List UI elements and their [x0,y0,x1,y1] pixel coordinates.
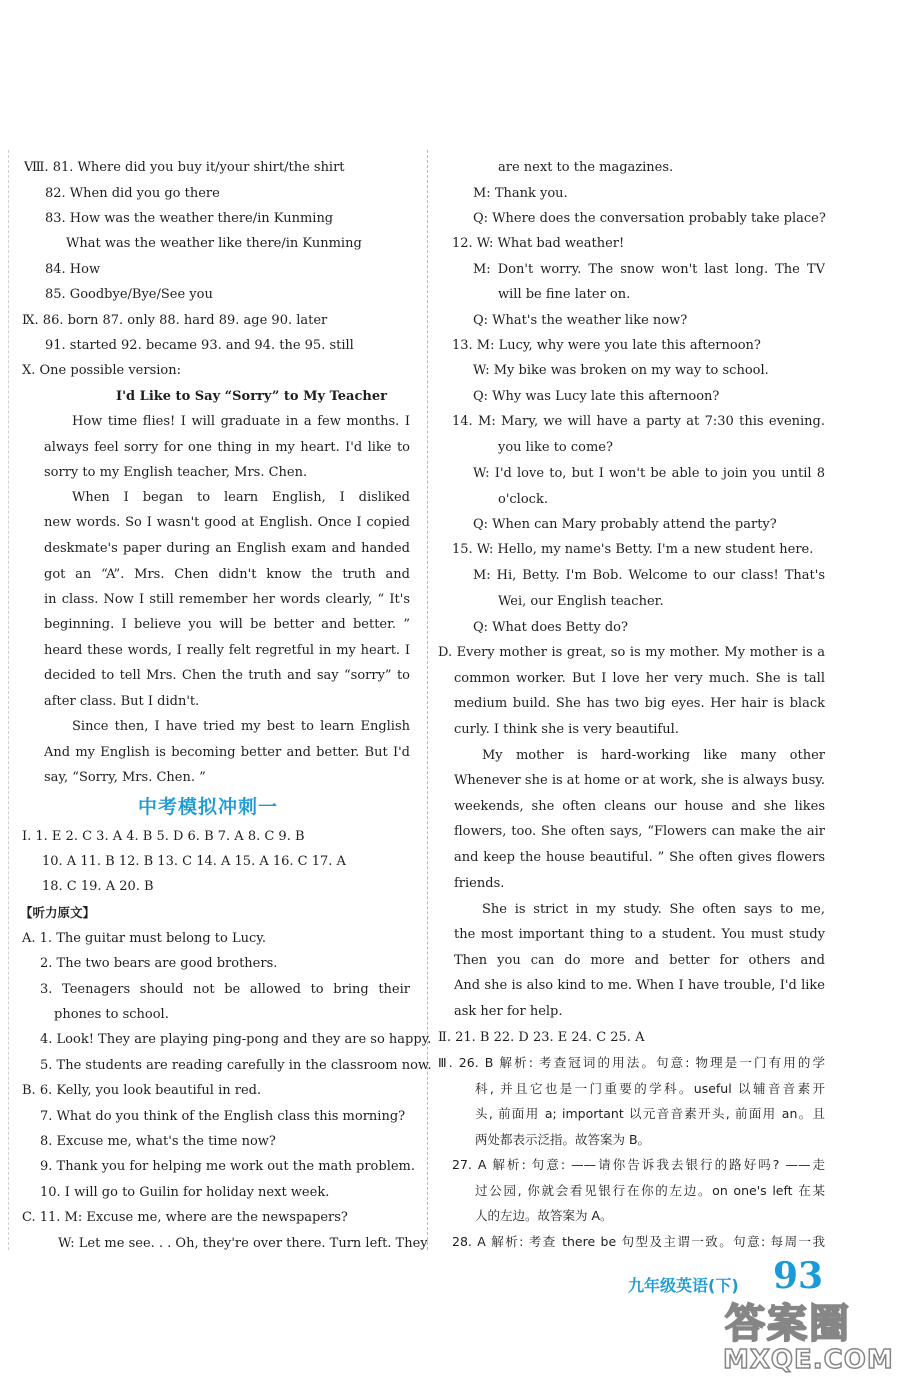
left-text-line: got an “A”. Mrs. Chen didn't know the truth and [44,567,410,582]
right-column [430,0,900,1270]
right-text-line: 科, 并且它也是一门重要的学科。useful 以辅音音素开 [475,1081,825,1096]
left-text-line: 8. Excuse me, what's the time now? [40,1134,276,1149]
left-text-line: A. 1. The guitar must belong to Lucy. [22,931,267,946]
right-text-line: Wei, our English teacher. [498,594,664,609]
right-text-line: ask her for help. [454,1004,563,1019]
left-text-line: beginning. I believe you will be better and better. ” [44,617,410,632]
right-text-line: My mother is hard-working like many other [482,748,825,763]
right-text-line: Q: When can Mary probably attend the party? [473,517,777,532]
right-text-line: common worker. But I love her very much. She is tall [454,671,825,686]
right-text-line: will be fine later on. [498,287,631,302]
left-text-line: say, “Sorry, Mrs. Chen. ” [44,770,206,785]
page-number: 93 [773,1255,824,1297]
left-text-line: Ⅷ. 81. Where did you buy it/your shirt/the shirt [24,160,345,175]
right-text-line: Ⅱ. 21. B 22. D 23. E 24. C 25. A [438,1030,645,1045]
right-text-line: o'clock. [498,492,548,507]
right-text-line: Q: Where does the conversation probably take place? [473,211,826,226]
grade-label: 九年级英语(下) [628,1276,739,1295]
right-text-line: flowers, too. She often says, “Flowers can make the air [454,824,825,839]
right-text-line: are next to the magazines. [498,160,674,175]
left-text-line: 84. How [45,262,101,277]
left-text-line: 中考模拟冲刺一 [138,796,279,818]
left-text-line: 3. Teenagers should not be allowed to bring their [40,982,410,997]
left-text-line: new words. So I wasn't good at English. Once I copied [44,515,410,530]
right-text-line: 过公园, 你就会看见银行在你的左边。on one's left 在某 [475,1183,825,1198]
right-text-line: weekends, she often cleans our house and she likes [454,799,825,814]
left-text-line: W: Let me see. . . Oh, they're over there. Turn left. They [58,1236,428,1251]
right-text-line: 14. M: Mary, we will have a party at 7:30 this evening. [452,414,825,429]
right-text-line: curly. I think she is very beautiful. [454,722,679,737]
left-text-line: 10. A 11. B 12. B 13. C 14. A 15. A 16. C 17. A [42,854,346,869]
right-text-line: you like to come? [498,440,613,455]
left-text-line: phones to school. [54,1007,169,1022]
left-column [0,0,430,1270]
right-text-line: Q: What does Betty do? [473,620,628,635]
right-text-line: 13. M: Lucy, why were you late this afternoon? [452,338,761,353]
right-text-line: Q: What's the weather like now? [473,313,688,328]
left-text-line: What was the weather like there/in Kunming [66,236,362,251]
right-text-line: 12. W: What bad weather! [452,236,625,251]
right-text-line: 27. A 解析: 句意: ——请你告诉我去银行的路好吗? ——走 [452,1157,825,1172]
left-text-line: decided to tell Mrs. Chen the truth and say “sorry” to [44,668,410,683]
left-text-line: B. 6. Kelly, you look beautiful in red. [22,1083,262,1098]
left-text-line: 91. started 92. became 93. and 94. the 95. still [45,338,354,353]
left-text-line: C. 11. M: Excuse me, where are the newspapers? [22,1210,348,1225]
right-text-line: the most important thing to a student. You must study [454,927,825,942]
left-text-line: And my English is becoming better and better. But I'd [44,745,410,760]
left-text-line: Since then, I have tried my best to learn English [72,719,410,734]
left-text-line: 2. The two bears are good brothers. [40,956,278,971]
left-text-line: in class. Now I still remember her words clearly, “ It's [44,592,410,607]
left-text-line: 9. Thank you for helping me work out the math problem. [40,1159,416,1174]
watermark-logo [715,1290,895,1385]
left-text-line: sorry to my English teacher, Mrs. Chen. [44,465,308,480]
left-text-line: 4. Look! They are playing ping-pong and they are so happy. [40,1032,432,1047]
right-text-line: M: Don't worry. The snow won't last long. The TV [473,262,825,277]
left-text-line: after class. But I didn't. [44,694,200,709]
left-text-line: 【听力原文】 [20,905,96,920]
watermark-text: 答案圈 [725,1301,851,1347]
right-text-line: M: Thank you. [473,186,568,201]
left-text-line: I'd Like to Say “Sorry” to My Teacher [116,389,387,404]
right-text-line: 头, 前面用 a; important 以元音音素开头, 前面用 an。且 [475,1106,825,1121]
left-text-line: Ⅹ. One possible version: [22,363,181,378]
right-text-line: And she is also kind to me. When I have trouble, I'd like [454,978,825,993]
right-text-line: 28. A 解析: 考查 there be 句型及主谓一致。句意: 每周一我 [452,1234,825,1249]
right-text-line: friends. [454,876,505,891]
left-text-line: always feel sorry for one thing in my heart. I'd like to [44,440,410,455]
right-text-line: 15. W: Hello, my name's Betty. I'm a new student here. [452,542,814,557]
right-text-line: 两处都表示泛指。故答案为 B。 [475,1132,651,1147]
right-text-line: W: My bike was broken on my way to school. [473,363,769,378]
left-text-line: deskmate's paper during an English exam and handed [44,541,410,556]
right-text-line: W: I'd love to, but I won't be able to join you until 8 [473,466,825,481]
left-text-line: 10. I will go to Guilin for holiday next week. [40,1185,330,1200]
right-text-line: Q: Why was Lucy late this afternoon? [473,389,720,404]
right-text-line: Ⅲ. 26. B 解析: 考查冠词的用法。句意: 物理是一门有用的学 [438,1055,825,1070]
left-text-line: Ⅸ. 86. born 87. only 88. hard 89. age 90. later [22,313,328,328]
left-text-line: heard these words, I really felt regretful in my heart. I [44,643,410,658]
right-text-line: She is strict in my study. She often says to me, [482,902,825,917]
watermark-url: MXQE.COM [723,1345,894,1375]
right-text-line: M: Hi, Betty. I'm Bob. Welcome to our class! That's [473,568,825,583]
left-text-line: When I began to learn English, I disliked [72,490,410,505]
left-text-line: How time flies! I will graduate in a few months. I [72,414,410,429]
left-text-line: 83. How was the weather there/in Kunming [45,211,334,226]
right-text-line: 人的左边。故答案为 A。 [475,1208,613,1223]
left-text-line: 82. When did you go there [45,186,220,201]
left-text-line: 5. The students are reading carefully in the classroom now. [40,1058,432,1073]
left-text-line: 85. Goodbye/Bye/See you [45,287,213,302]
right-text-line: Whenever she is at home or at work, she is always busy. [454,773,825,788]
right-text-line: and keep the house beautiful. ” She often gives flowers [454,850,825,865]
left-text-line: 18. C 19. A 20. B [42,879,154,894]
right-text-line: D. Every mother is great, so is my mother. My mother is a [438,645,825,660]
left-text-line: Ⅰ. 1. E 2. C 3. A 4. B 5. D 6. B 7. A 8. C 9. B [22,829,305,844]
right-text-line: Then you can do more and better for others and [454,953,825,968]
left-text-line: 7. What do you think of the English class this morning? [40,1109,406,1124]
right-text-line: medium build. She has two big eyes. Her hair is black [454,696,825,711]
